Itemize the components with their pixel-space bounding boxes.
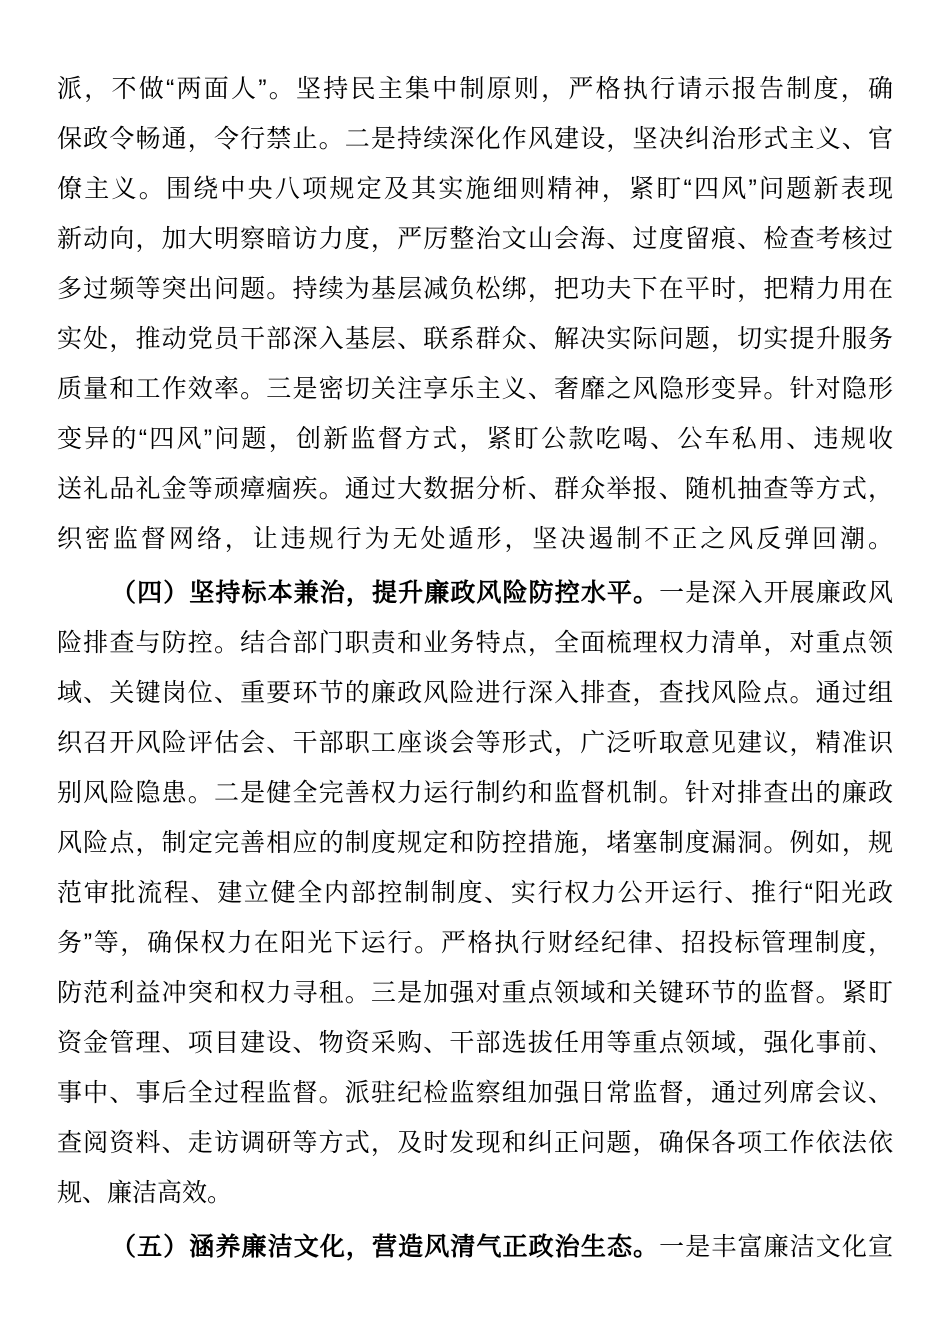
text-line: （五）涵养廉洁文化，营造风清气正政治生态。一是丰富廉洁文化宣 (111, 1233, 893, 1261)
text-line: 域、关键岗位、重要环节的廉政风险进行深入排查，查找风险点。通过组 (57, 679, 893, 707)
text-line: 范审批流程、建立健全内部控制制度、实行权力公开运行、推行“阳光政 (57, 879, 893, 907)
text-line: 质量和工作效率。三是密切关注享乐主义、奢靡之风隐形变异。针对隐形 (57, 375, 893, 403)
text-line: 务”等，确保权力在阳光下运行。严格执行财经纪律、招投标管理制度， (57, 929, 893, 957)
text-line: 派，不做“两面人”。坚持民主集中制原则，严格执行请示报告制度，确 (57, 75, 893, 103)
paragraph-heading: （五）涵养廉洁文化，营造风清气正政治生态。 (111, 1233, 660, 1261)
text-line: 僚主义。围绕中央八项规定及其实施细则精神，紧盯“四风”问题新表现 (57, 175, 893, 203)
text-line: 查阅资料、走访调研等方式，及时发现和纠正问题，确保各项工作依法依 (57, 1129, 893, 1157)
text-line: 事中、事后全过程监督。派驻纪检监察组加强日常监督，通过列席会议、 (57, 1079, 893, 1107)
paragraph-heading: （四）坚持标本兼治，提升廉政风险防控水平。 (111, 579, 660, 607)
text-line: 多过频等突出问题。持续为基层减负松绑，把功夫下在平时，把精力用在 (57, 275, 893, 303)
text-line: 风险点，制定完善相应的制度规定和防控措施，堵塞制度漏洞。例如，规 (57, 829, 893, 857)
text-line: 规、廉洁高效。 (57, 1179, 233, 1207)
text-line: 别风险隐患。二是健全完善权力运行制约和监督机制。针对排查出的廉政 (57, 779, 893, 807)
text-line: （四）坚持标本兼治，提升廉政风险防控水平。一是深入开展廉政风 (111, 579, 893, 607)
text-line: 实处，推动党员干部深入基层、联系群众、解决实际问题，切实提升服务 (57, 325, 893, 353)
text-line: 险排查与防控。结合部门职责和业务特点，全面梳理权力清单，对重点领 (57, 629, 893, 657)
text-line: 变异的“四风”问题，创新监督方式，紧盯公款吃喝、公车私用、违规收 (57, 425, 893, 453)
text-line: 防范利益冲突和权力寻租。三是加强对重点领域和关键环节的监督。紧盯 (57, 979, 893, 1007)
text-line: 新动向，加大明察暗访力度，严厉整治文山会海、过度留痕、检查考核过 (57, 225, 893, 253)
text-line: 送礼品礼金等顽瘴痼疾。通过大数据分析、群众举报、随机抽查等方式， (57, 475, 893, 503)
text-line: 保政令畅通，令行禁止。二是持续深化作风建设，坚决纠治形式主义、官 (57, 125, 893, 153)
text-line: 织密监督网络，让违规行为无处遁形，坚决遏制不正之风反弹回潮。 (57, 525, 893, 553)
text-line: 织召开风险评估会、干部职工座谈会等形式，广泛听取意见建议，精准识 (57, 729, 893, 757)
text-line: 资金管理、项目建设、物资采购、干部选拔任用等重点领域，强化事前、 (57, 1029, 893, 1057)
